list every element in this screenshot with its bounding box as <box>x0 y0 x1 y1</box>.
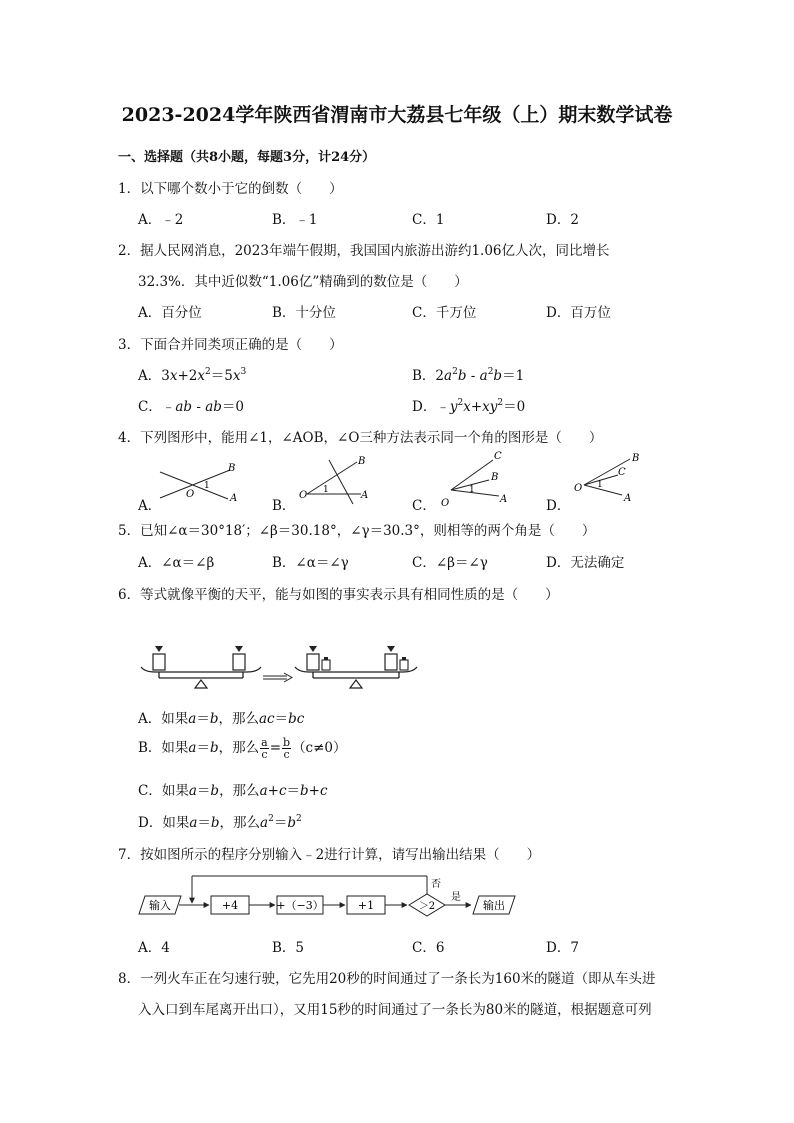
flow-step-add-neg-3: +（−3） <box>276 899 324 912</box>
q1-option-c: C．1 <box>412 212 445 228</box>
svg-text:B: B <box>228 463 236 474</box>
q1-option-a: A．﹣2 <box>138 212 184 228</box>
svg-text:O: O <box>574 483 583 494</box>
question-5-stem: 5．已知∠α＝30°18′；∠β＝30.18°，∠γ＝30.3°，则相等的两个角是（ ） <box>118 523 596 539</box>
q4-figure-d <box>570 451 645 506</box>
q2-option-a: A．百分位 <box>138 305 202 321</box>
q6-option-c: C．如果a＝b，那么a+c＝b+c <box>138 783 328 799</box>
flow-no-label: 否 <box>431 879 441 890</box>
q4-figure-a <box>150 455 250 505</box>
question-2-line-2: 32.3%．其中近似数“1.06亿”精确到的数位是（ ） <box>138 274 468 290</box>
svg-text:B: B <box>491 472 499 483</box>
svg-text:1: 1 <box>204 481 210 491</box>
q4-option-d-label: D． <box>546 498 571 514</box>
question-2-line-1: 2．据人民网消息，2023年端午假期，我国国内旅游出游约1.06亿人次，同比增长 <box>118 243 610 259</box>
q3-option-a: A．$3x+2x^2=5x^3$ <box>138 367 247 384</box>
flow-output: 输出 <box>483 899 505 912</box>
q6-option-b: B．如果a＝b，那么 $\frac{a}{c}$ = $\frac{b}{c}$ （c≠0） <box>138 736 347 761</box>
svg-text:B: B <box>358 456 366 467</box>
svg-text:O: O <box>186 489 195 500</box>
q4-figure-b <box>295 452 375 507</box>
balance-scale-figure <box>135 640 435 695</box>
svg-text:O: O <box>299 490 308 501</box>
question-8-line-2: 入入口到车尾离开出口），又用15秒的时间通过了一条长为80米的隧道，根据题意可列 <box>138 1002 652 1018</box>
q7-option-b: B．5 <box>272 940 305 956</box>
svg-text:A: A <box>500 494 508 505</box>
q3-option-c: C．﹣ab - ab＝0 <box>138 399 244 415</box>
exam-title: 2023-2024学年陕西省渭南市大荔县七年级（上）期末数学试卷 <box>121 104 673 126</box>
svg-text:A: A <box>361 490 369 501</box>
svg-text:1: 1 <box>469 485 475 495</box>
svg-text:O: O <box>441 498 450 508</box>
flow-input: 输入 <box>149 899 171 912</box>
svg-text:A: A <box>624 493 632 504</box>
q4-figure-c <box>437 450 517 508</box>
svg-text:C: C <box>494 451 502 462</box>
q7-option-a: A．4 <box>138 940 170 956</box>
q6-option-d: D．如果a＝b，那么$a^2=b^2$ <box>138 814 302 831</box>
question-6-stem: 6．等式就像平衡的天平，能与如图的事实表示具有相同性质的是（ ） <box>118 587 559 603</box>
q5-option-b: B．∠α＝∠γ <box>272 555 349 571</box>
q3-option-d: D．$﹣y^2x+xy^2=0$ <box>412 398 526 415</box>
flow-step-add-4: +4 <box>221 899 239 912</box>
q4-option-a-label: A． <box>138 498 162 514</box>
flow-step-add-1: +1 <box>357 899 375 912</box>
q5-option-a: A．∠α＝∠β <box>138 555 215 571</box>
question-3-stem: 3．下面合并同类项正确的是（ ） <box>118 337 343 353</box>
q7-option-c: C．6 <box>412 940 445 956</box>
q4-option-b-label: B． <box>272 498 296 514</box>
q5-option-c: C．∠β＝∠γ <box>412 555 488 571</box>
q1-option-b: B．﹣1 <box>272 212 318 228</box>
q1-option-d: D．2 <box>546 212 579 228</box>
q4-option-c-label: C． <box>412 498 436 514</box>
svg-text:C: C <box>618 467 626 478</box>
q6-option-a: A．如果a＝b，那么ac＝bc <box>138 711 305 727</box>
q7-option-d: D．7 <box>546 940 579 956</box>
question-7-stem: 7．按如图所示的程序分别输入﹣2进行计算，请写出输出结果（ ） <box>118 847 541 863</box>
q2-option-d: D．百万位 <box>546 305 611 321</box>
svg-text:A: A <box>230 493 238 504</box>
question-4-stem: 4．下列图形中，能用∠1，∠AOB，∠O三种方法表示同一个角的图形是（ ） <box>118 430 603 446</box>
question-8-line-1: 8．一列火车正在匀速行驶，它先用20秒的时间通过了一条长为160米的隧道（即从车头进 <box>118 971 656 987</box>
svg-text:1: 1 <box>323 485 329 495</box>
question-1-stem: 1．以下哪个数小于它的倒数（ ） <box>118 181 343 197</box>
q5-option-d: D．无法确定 <box>546 555 625 571</box>
svg-text:1: 1 <box>597 480 603 490</box>
flow-decision: ＞2 <box>418 901 436 912</box>
section-heading-choice: 一、选择题（共8小题，每题3分，计24分） <box>118 150 376 165</box>
q2-option-b: B．十分位 <box>272 305 336 321</box>
q2-option-c: C．千万位 <box>412 305 477 321</box>
flowchart-figure <box>135 870 535 922</box>
q3-option-b: B．$2a^2b - a^2b=1$ <box>412 367 525 384</box>
svg-text:B: B <box>632 453 640 464</box>
flow-yes-label: 是 <box>451 892 461 903</box>
